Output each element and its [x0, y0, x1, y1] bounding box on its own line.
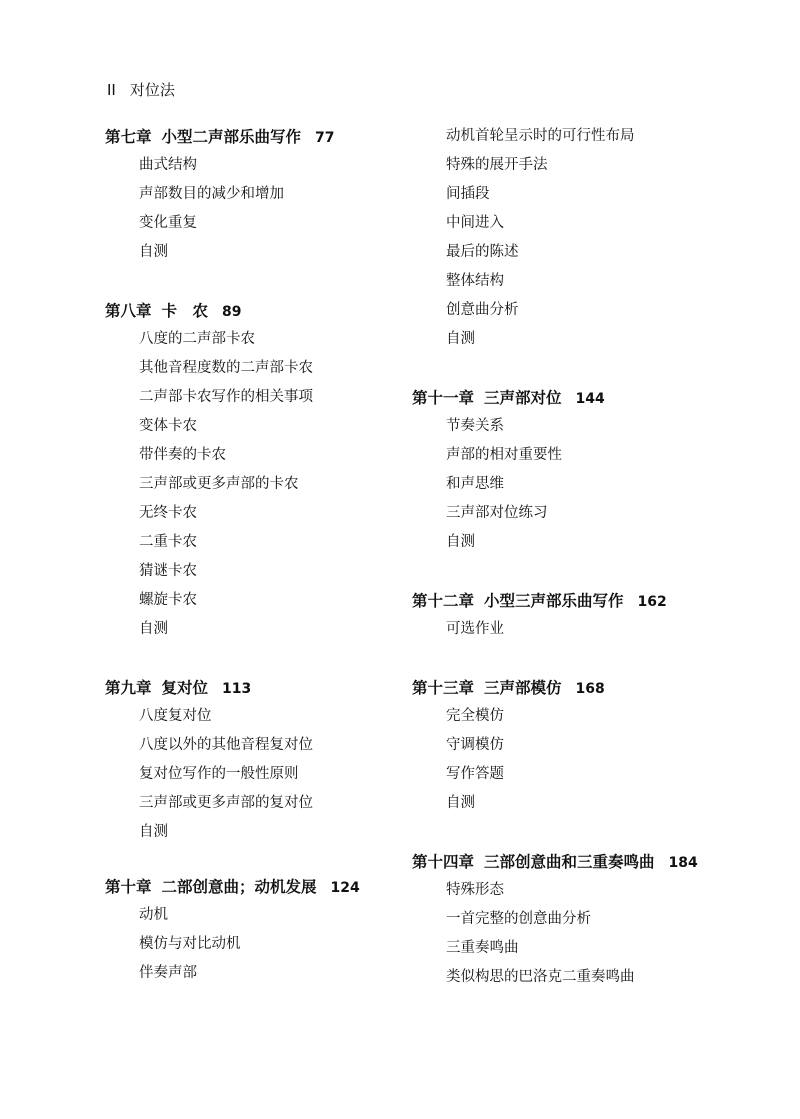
toc-section[interactable]: 二声部卡农写作的相关事项: [139, 389, 313, 405]
toc-chapter-left-2: [105, 673, 405, 847]
chapter-name: 三部创意曲和三重奏鸣曲: [484, 852, 655, 871]
toc-chapter-left-0: [105, 122, 405, 267]
toc-section[interactable]: 曲式结构: [139, 157, 197, 173]
toc-section[interactable]: 伴奏声部: [139, 965, 197, 981]
toc-section[interactable]: 节奏关系: [446, 418, 504, 434]
toc-section[interactable]: 自测: [139, 244, 168, 260]
toc-section[interactable]: 动机: [139, 907, 168, 923]
chapter-title[interactable]: [412, 673, 757, 702]
toc-section[interactable]: 创意曲分析: [446, 302, 519, 318]
chapter-page-number: 77: [315, 130, 335, 146]
chapter-name: 三声部对位: [484, 388, 562, 407]
toc-section[interactable]: 三重奏鸣曲: [446, 940, 519, 956]
chapter-page-number: 89: [222, 304, 242, 320]
chapter-number: 第九章: [105, 678, 152, 697]
chapter-page-number: 162: [637, 594, 667, 610]
toc-section[interactable]: 复对位写作的一般性原则: [139, 766, 299, 782]
toc-section[interactable]: 变化重复: [139, 215, 197, 231]
toc-section[interactable]: 声部数目的减少和增加: [139, 186, 284, 202]
toc-section[interactable]: 八度以外的其他音程复对位: [139, 737, 313, 753]
toc-section[interactable]: 特殊的展开手法: [446, 157, 548, 173]
toc-chapter-right-1: [412, 586, 757, 644]
chapter-title[interactable]: [412, 586, 757, 615]
chapter-name: 三声部模仿: [484, 678, 562, 697]
toc-section[interactable]: 中间进入: [446, 215, 504, 231]
toc-section[interactable]: 模仿与对比动机: [139, 936, 241, 952]
chapter-page-number: 184: [668, 855, 698, 871]
chapter-title[interactable]: [105, 673, 405, 702]
chapter-title[interactable]: [412, 383, 757, 412]
toc-section[interactable]: 三声部或更多声部的复对位: [139, 795, 313, 811]
chapter-name: 复对位: [161, 678, 209, 697]
chapter-page-number: 168: [575, 681, 605, 697]
toc-section[interactable]: 类似构思的巴洛克二重奏鸣曲: [446, 969, 635, 985]
toc-section[interactable]: 自测: [446, 795, 475, 811]
toc-section[interactable]: 自测: [139, 824, 168, 840]
toc-section[interactable]: 自测: [446, 534, 475, 550]
chapter-number: 第十章: [105, 877, 152, 896]
section-list: [412, 412, 757, 557]
section-list: [412, 615, 757, 644]
toc-chapter-right-3: [412, 847, 757, 992]
toc-section[interactable]: 一首完整的创意曲分析: [446, 911, 591, 927]
toc-chapter-right-0: [412, 383, 757, 557]
chapter-page-number: 124: [330, 880, 360, 896]
toc-left-column: [105, 122, 405, 988]
toc-section[interactable]: 完全模仿: [446, 708, 504, 724]
toc-section[interactable]: 二重卡农: [139, 534, 197, 550]
chapter-number: 第十二章: [412, 591, 475, 610]
toc-section[interactable]: 猜谜卡农: [139, 563, 197, 579]
chapter-title[interactable]: [105, 122, 405, 151]
toc-section[interactable]: 螺旋卡农: [139, 592, 197, 608]
toc-section[interactable]: 特殊形态: [446, 882, 504, 898]
toc-section[interactable]: 三声部或更多声部的卡农: [139, 476, 299, 492]
toc-section[interactable]: 写作答题: [446, 766, 504, 782]
toc-chapter-left-1: [105, 296, 405, 644]
chapter-page-number: 113: [222, 681, 252, 697]
toc-section[interactable]: 带伴奏的卡农: [139, 447, 226, 463]
toc-section[interactable]: 八度复对位: [139, 708, 212, 724]
part-header: [107, 80, 175, 100]
toc-section[interactable]: 自测: [446, 331, 475, 347]
continued-section-list: [412, 122, 757, 354]
chapter-name: 小型二声部乐曲写作: [161, 127, 302, 146]
chapter-number: 第十三章: [412, 678, 475, 697]
toc-section[interactable]: 和声思维: [446, 476, 504, 492]
section-list: [105, 901, 405, 988]
chapter-title[interactable]: [105, 872, 405, 901]
toc-section[interactable]: 可选作业: [446, 621, 504, 637]
toc-chapter-right-2: [412, 673, 757, 818]
toc-section[interactable]: 其他音程度数的二声部卡农: [139, 360, 313, 376]
toc-section[interactable]: 动机首轮呈示时的可行性布局: [446, 128, 635, 144]
toc-section[interactable]: 间插段: [446, 186, 490, 202]
chapter-title[interactable]: [412, 847, 757, 876]
part-numeral: II: [107, 81, 116, 99]
toc-section[interactable]: 整体结构: [446, 273, 504, 289]
chapter-name: 卡 农: [161, 301, 209, 320]
toc-section[interactable]: 声部的相对重要性: [446, 447, 562, 463]
toc-section[interactable]: 最后的陈述: [446, 244, 519, 260]
toc-section[interactable]: 无终卡农: [139, 505, 197, 521]
section-list: [412, 876, 757, 992]
toc-chapter-left-3: [105, 872, 405, 988]
section-list: [105, 702, 405, 847]
chapter-number: 第八章: [105, 301, 152, 320]
toc-section[interactable]: 三声部对位练习: [446, 505, 548, 521]
toc-right-column: [412, 122, 757, 1021]
chapter-name: 小型三声部乐曲写作: [484, 591, 624, 610]
chapter-number: 第十四章: [412, 852, 475, 871]
chapter-number: 第七章: [105, 127, 152, 146]
section-list: [105, 325, 405, 644]
section-list: [105, 151, 405, 267]
section-list: [412, 702, 757, 818]
toc-section[interactable]: 守调模仿: [446, 737, 504, 753]
chapter-page-number: 144: [575, 391, 605, 407]
chapter-name: 二部创意曲；动机发展: [161, 877, 317, 896]
toc-section[interactable]: 变体卡农: [139, 418, 197, 434]
toc-section[interactable]: 八度的二声部卡农: [139, 331, 255, 347]
part-title: 对位法: [129, 81, 175, 99]
chapter-title[interactable]: [105, 296, 405, 325]
chapter-number: 第十一章: [412, 388, 475, 407]
toc-section[interactable]: 自测: [139, 621, 168, 637]
